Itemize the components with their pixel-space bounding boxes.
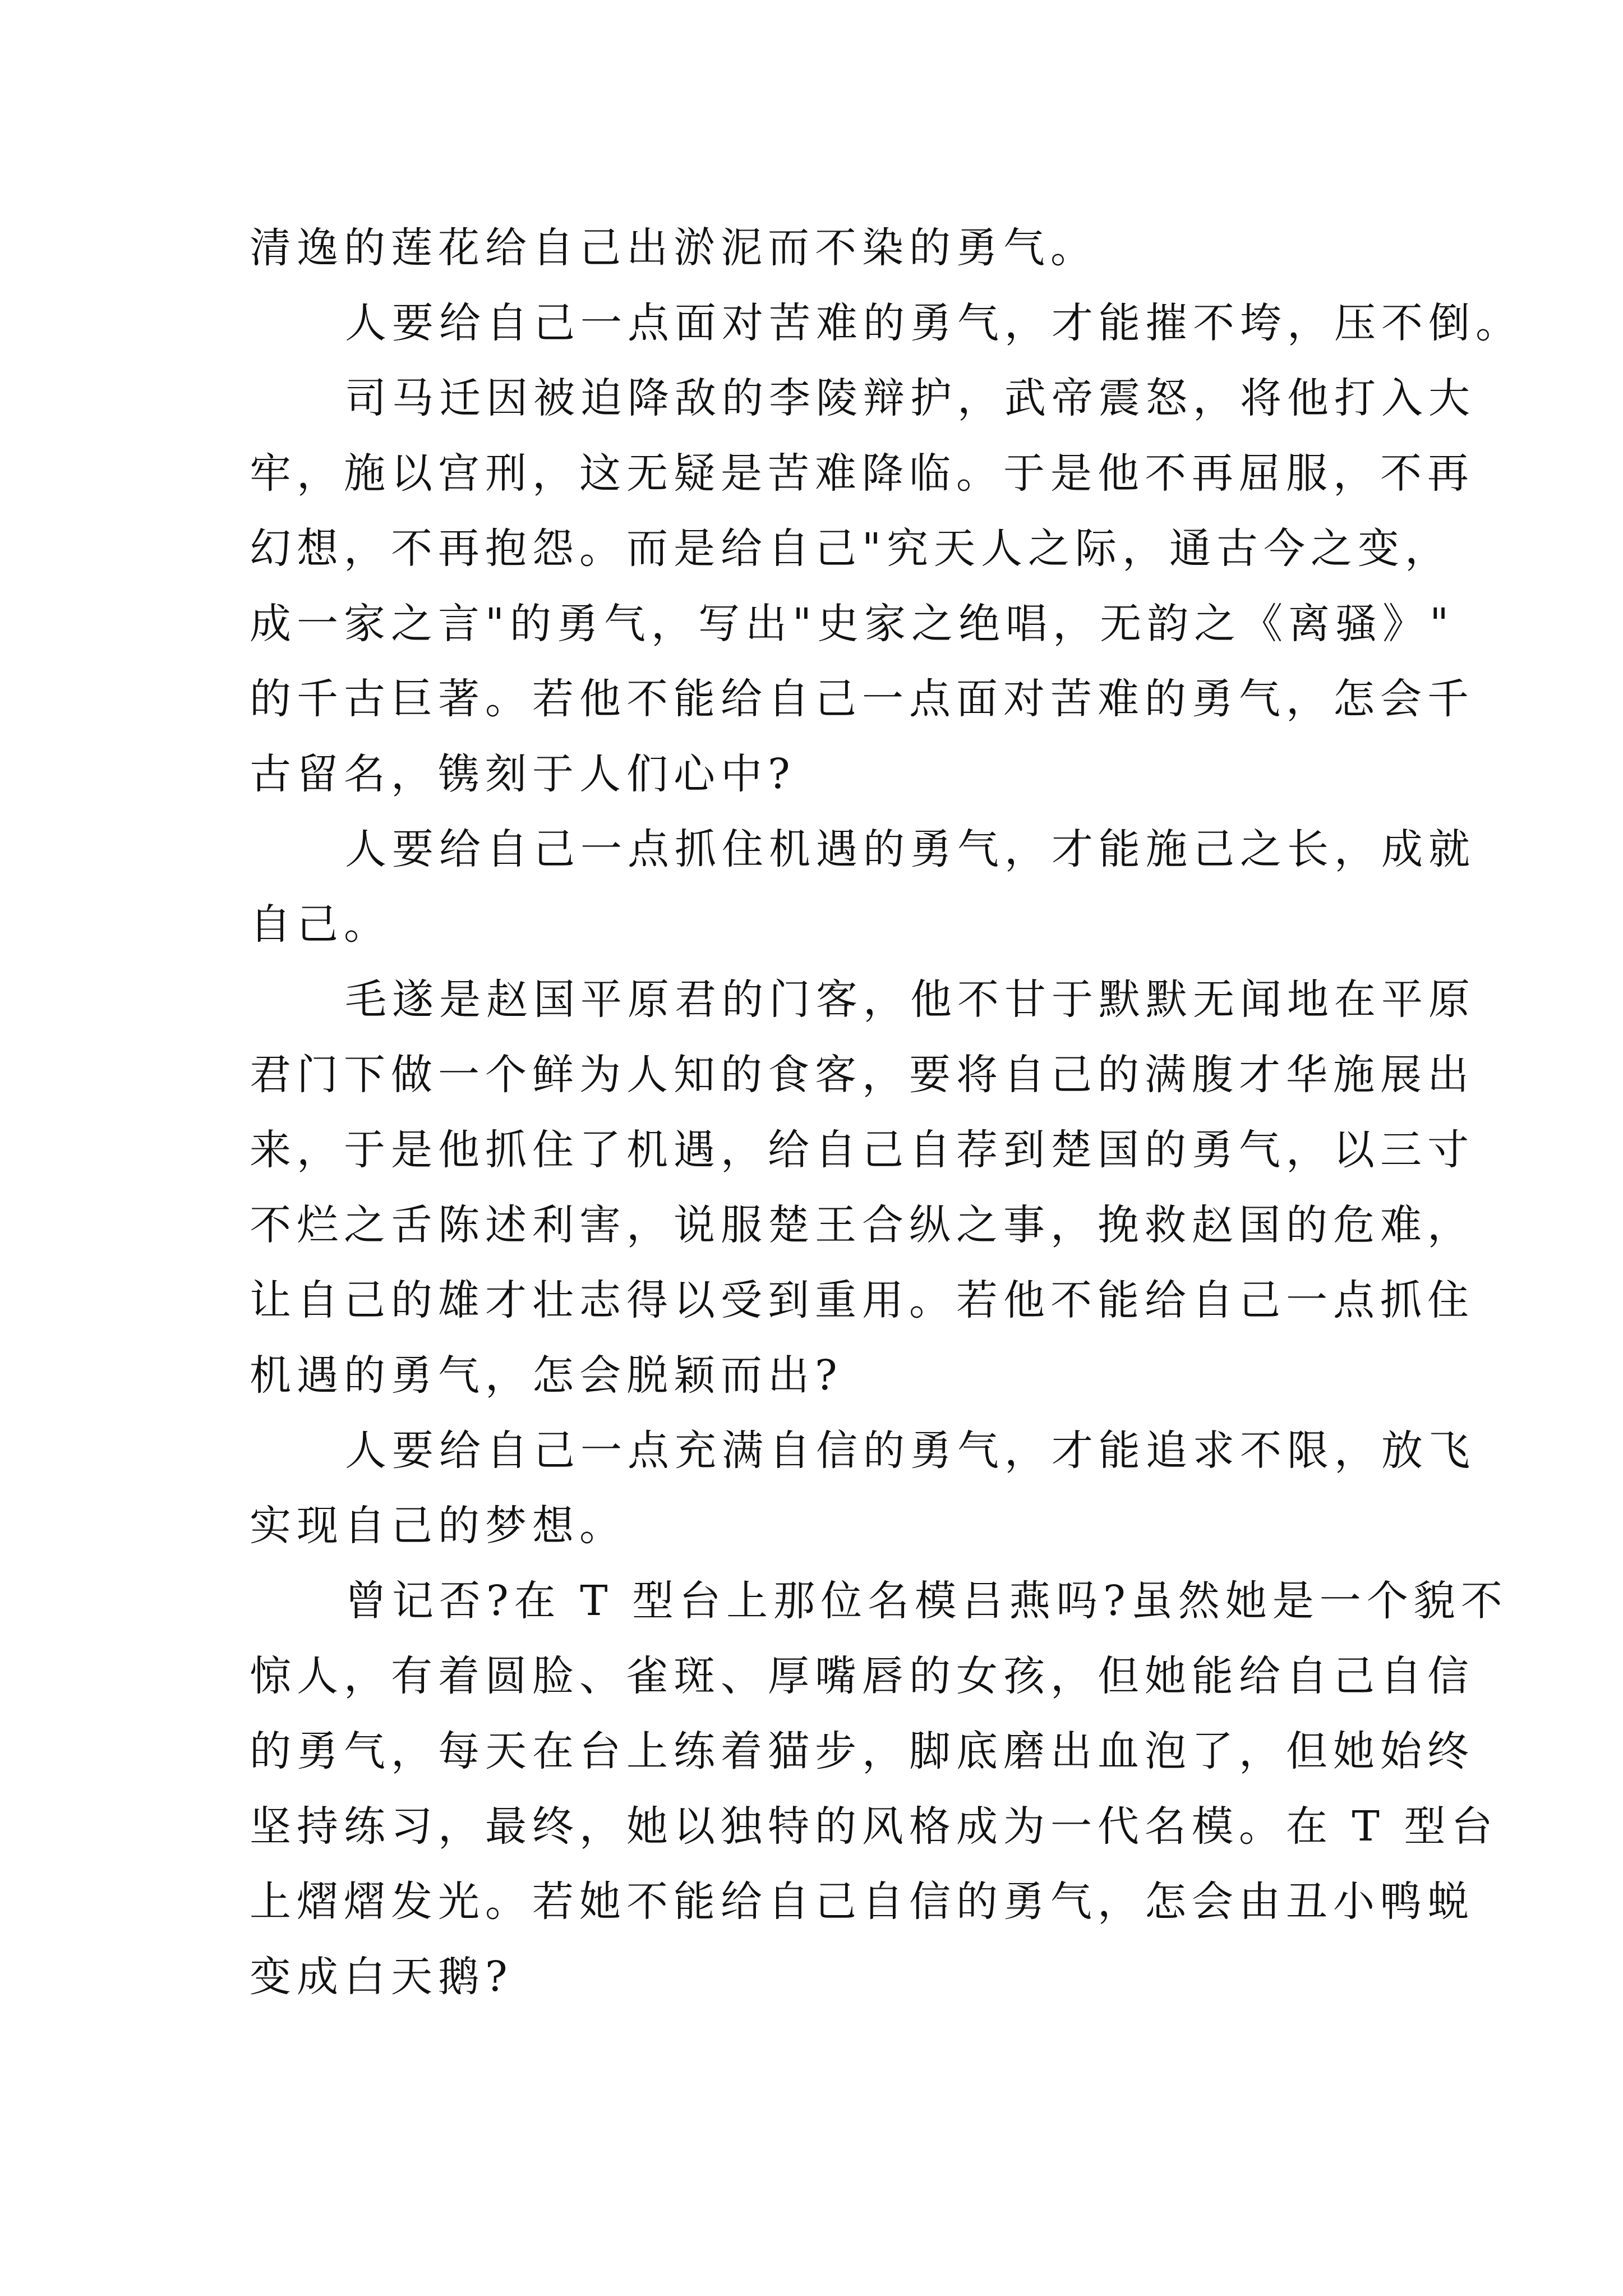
text-line: 司马迁因被迫降敌的李陵辩护，武帝震怒，将他打入大 <box>345 374 1476 422</box>
text-line: 机遇的勇气，怎会脱颖而出? <box>250 1351 843 1400</box>
text-line: 君门下做一个鲜为人知的食客，要将自己的满腹才华施展出 <box>250 1051 1474 1099</box>
text-line: 成一家之言"的勇气，写出"史家之绝唱，无韵之《离骚》" <box>250 600 1455 648</box>
text-line: 曾记否?在 T 型台上那位名模吕燕吗?虽然她是一个貌不 <box>345 1577 1508 1625</box>
text-line: 坚持练习，最终，她以独特的风格成为一代名模。在 T 型台 <box>250 1802 1498 1851</box>
text-line: 自己。 <box>250 900 391 949</box>
text-line: 牢，施以宫刑，这无疑是苦难降临。于是他不再屈服，不再 <box>250 449 1474 498</box>
text-line: 惊人，有着圆脸、雀斑、厚嘴唇的女孩，但她能给自己自信 <box>250 1652 1474 1700</box>
text-line: 人要给自己一点抓住机遇的勇气，才能施己之长，成就 <box>345 825 1476 873</box>
text-line: 毛遂是赵国平原君的门客，他不甘于默默无闻地在平原 <box>345 976 1476 1024</box>
text-line: 古留名，镌刻于人们心中? <box>250 750 796 798</box>
document-body <box>250 210 1523 2014</box>
text-line: 幻想，不再抱怨。而是给自己"究天人之际，通古今之变， <box>250 524 1453 573</box>
text-line: 的千古巨著。若他不能给自己一点面对苦难的勇气，怎会千 <box>250 675 1474 723</box>
text-line: 上熠熠发光。若她不能给自己自信的勇气，怎会由丑小鸭蜕 <box>250 1878 1474 1926</box>
text-line: 来，于是他抓住了机遇，给自己自荐到楚国的勇气，以三寸 <box>250 1126 1474 1174</box>
text-line: 不烂之舌陈述利害，说服楚王合纵之事，挽救赵国的危难， <box>250 1201 1474 1249</box>
text-line: 清逸的莲花给自己出淤泥而不染的勇气。 <box>250 224 1098 272</box>
text-line: 变成白天鹅? <box>250 1953 513 2001</box>
text-line: 让自己的雄才壮志得以受到重用。若他不能给自己一点抓住 <box>250 1276 1474 1324</box>
text-line: 人要给自己一点面对苦难的勇气，才能摧不垮，压不倒。 <box>345 299 1523 347</box>
text-line: 实现自己的梦想。 <box>250 1502 626 1550</box>
text-line: 的勇气，每天在台上练着猫步，脚底磨出血泡了，但她始终 <box>250 1727 1474 1775</box>
text-line: 人要给自己一点充满自信的勇气，才能追求不限，放飞 <box>345 1427 1476 1475</box>
